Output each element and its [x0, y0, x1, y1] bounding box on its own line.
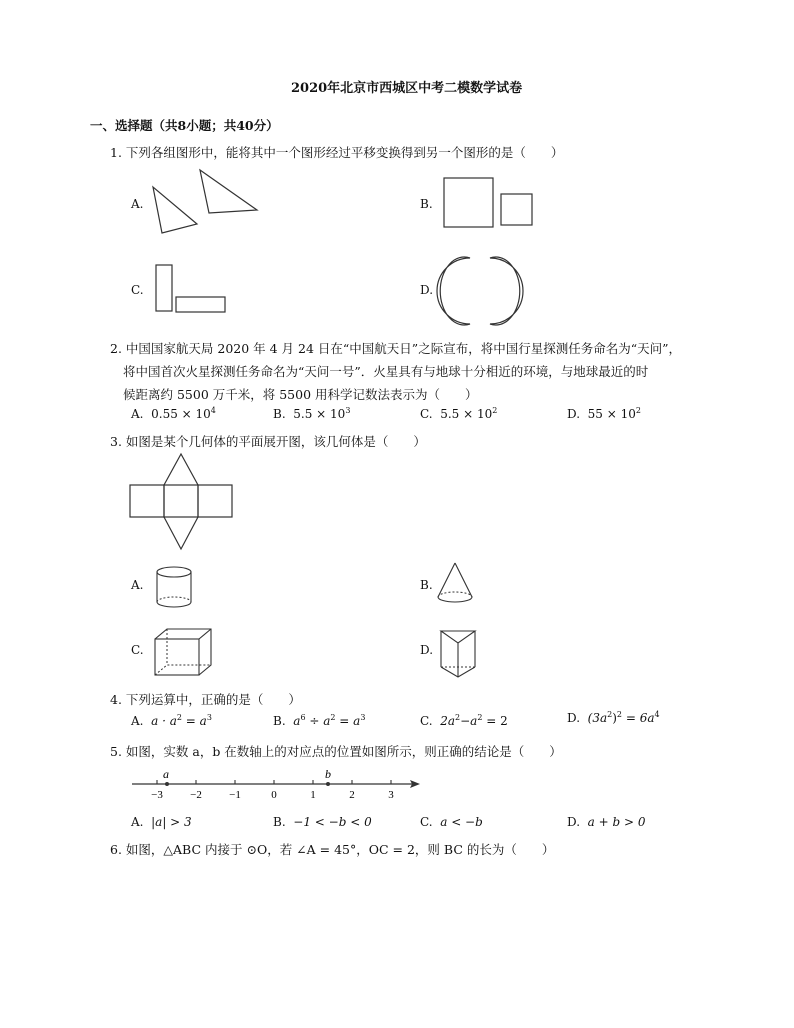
q5-option-d: D. a + b > 0 [567, 815, 646, 829]
question-6-stem: 6. 如图，△ABC 内接于 ⊙O，若 ∠A = 45°，OC = 2，则 BC 的长为（ ） [110, 842, 555, 857]
q4-option-b: B. $a^6 \div a^2 = a^3$ [273, 713, 366, 728]
cuboid-icon [153, 627, 215, 679]
point-b-marker [326, 782, 330, 786]
q3-net-figure [129, 452, 237, 552]
q1-option-c-label: C. [131, 283, 144, 297]
number-line-figure [130, 764, 430, 804]
question-5-stem: 5. 如图，实数 a，b 在数轴上的对应点的位置如图所示，则正确的结论是（ ） [110, 744, 562, 759]
q2-option-d: D. $55 \times 10^2$ [567, 406, 641, 421]
question-1-stem: 1. 下列各组图形中，能将其中一个图形经过平移变换得到另一个图形的是（ ） [110, 145, 564, 160]
triangle-shape [153, 187, 197, 233]
q1-option-c-figure [154, 263, 228, 315]
q1-option-a-label: A. [131, 197, 144, 211]
vertical-rectangle-shape [156, 265, 172, 311]
tick-label: −3 [151, 789, 163, 801]
q1-option-a-figure [150, 167, 260, 237]
tick-label: 0 [271, 789, 277, 801]
q3-option-b-label: B. [420, 578, 433, 592]
tick-label: −1 [229, 789, 241, 801]
net-rectangle-right [198, 485, 232, 517]
point-a-label: a [163, 767, 169, 781]
question-2-line-2: 将中国首次火星探测任务命名为“天问一号”．火星具有与地球十分相近的环境，与地球最近的时 [123, 364, 649, 379]
question-4-stem: 4. 下列运算中，正确的是（ ） [110, 692, 301, 707]
q1-option-d-figure [440, 256, 534, 328]
q3-option-d-label: D. [420, 643, 434, 657]
q4-option-c: C. $2a^2-a^2 = 2$ [420, 713, 508, 728]
tick-label: 3 [388, 789, 394, 801]
net-rectangle-middle [164, 485, 198, 517]
q4-option-a: A. $a \cdot a^2 = a^3$ [131, 713, 212, 728]
point-a-marker [165, 782, 169, 786]
q3-option-c-label: C. [131, 643, 144, 657]
question-2-line-3: 候距离约 5500 万千米，将 5500 用科学记数法表示为（ ） [123, 387, 478, 402]
right-crescent-shape [490, 257, 523, 325]
q2-option-c: C. $5.5 \times 10^2$ [420, 406, 498, 421]
triangular-prism-icon [439, 627, 479, 679]
section-header: 一、选择题（共8小题；共40分） [90, 118, 279, 133]
q5-option-a: A. |a| > 3 [131, 815, 192, 829]
q4-option-d: D. $(3a^2)^2 = 6a^4$ [567, 710, 660, 725]
cylinder-icon [154, 565, 196, 611]
q1-option-d-label: D. [420, 283, 434, 297]
tick-label: 2 [349, 789, 355, 801]
q3-option-a-label: A. [131, 578, 144, 592]
small-square-shape [501, 194, 532, 225]
large-square-shape [444, 178, 493, 227]
triangle-shape [200, 170, 257, 213]
net-top-triangle [164, 454, 198, 485]
tick-label: −2 [190, 789, 202, 801]
left-crescent-shape [437, 257, 470, 325]
question-3-stem: 3. 如图是某个几何体的平面展开图，该几何体是（ ） [110, 434, 426, 449]
q1-option-b-figure [443, 177, 535, 229]
point-b-label: b [325, 767, 331, 781]
cone-icon [435, 561, 477, 605]
q2-option-a: A. $0.55 \times 10^4$ [131, 406, 216, 421]
question-2-line-1: 2. 中国国家航天局 2020 年 4 月 24 日在“中国航天日”之际宣布，将中国行星探测任务命名为“天问”， [110, 341, 681, 356]
tick-label: 1 [310, 789, 316, 801]
net-rectangle-left [130, 485, 164, 517]
page-title: 2020年北京市西城区中考二模数学试卷 [291, 81, 523, 96]
horizontal-rectangle-shape [176, 297, 225, 312]
q5-option-c: C. a < −b [420, 815, 483, 829]
q1-option-b-label: B. [420, 197, 433, 211]
q5-option-b: B. −1 < −b < 0 [273, 815, 372, 829]
net-bottom-triangle [164, 517, 198, 549]
q2-option-b: B. $5.5 \times 10^3$ [273, 406, 351, 421]
